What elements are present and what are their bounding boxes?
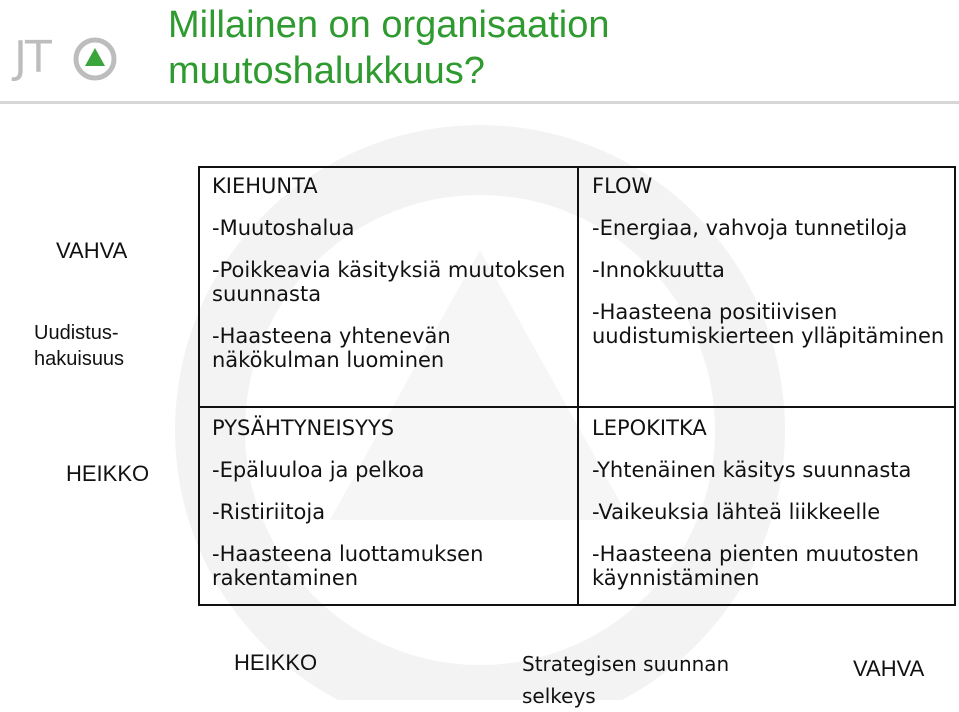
y-axis-label [34, 320, 124, 372]
quadrant-top-right [592, 174, 952, 366]
quadrant-item: -Ristiriitoja [212, 500, 326, 524]
quadrant-item: -Haasteena pienten muutosten käynnistäminen [592, 542, 920, 590]
x-axis-right-label: VAHVA [853, 656, 925, 681]
quadrant-title: FLOW [592, 174, 653, 198]
x-axis-label [522, 648, 762, 712]
quadrant-title: KIEHUNTA [212, 174, 318, 198]
quadrant-title: PYSÄHTYNEISYYS [212, 416, 395, 440]
y-axis-bottom-label: HEIKKO [66, 461, 150, 486]
quadrant-item: -Muutoshalua [212, 216, 355, 240]
quadrant-bottom-left [212, 416, 572, 608]
x-axis-label-line-2: selkeys [522, 684, 596, 708]
x-axis-left-label: HEIKKO [234, 650, 318, 675]
title-line-2: muutoshalukkuus? [168, 50, 485, 92]
quadrant-item: -Innokkuutta [592, 258, 725, 282]
company-logo [14, 28, 114, 88]
title-line-1: Millainen on organisaation [168, 4, 610, 46]
logo-text: JT [14, 32, 50, 83]
quadrant-item: -Epäluuloa ja pelkoa [212, 458, 425, 482]
quadrant-item: -Poikkeavia käsityksiä muutoksen suunnasta [212, 258, 566, 306]
title-divider [0, 101, 959, 104]
quadrant-bottom-right [592, 416, 952, 608]
quadrant-item: -Haasteena yhtenevän näkökulman luominen [212, 324, 451, 372]
quadrant-title: LEPOKITKA [592, 416, 707, 440]
quadrant-item: -Haasteena positiivisen uudistumiskierteen ylläpitäminen [592, 300, 945, 348]
matrix-vertical-divider [577, 166, 579, 606]
quadrant-item: -Yhtenäinen käsitys suunnasta [592, 458, 912, 482]
quadrant-item: -Energiaa, vahvoja tunnetiloja [592, 216, 908, 240]
triangle-circle-logo-icon [72, 36, 118, 82]
page-title [168, 2, 868, 94]
quadrant-item: -Vaikeuksia lähteä liikkeelle [592, 500, 881, 524]
quadrant-top-left [212, 174, 572, 390]
x-axis-label-line-1: Strategisen suunnan [522, 652, 730, 676]
y-axis-top-label: VAHVA [56, 238, 128, 263]
y-axis-label-line-2: hakuisuus [34, 348, 125, 370]
quadrant-item: -Haasteena luottamuksen rakentaminen [212, 542, 484, 590]
matrix-horizontal-divider [198, 406, 956, 408]
y-axis-label-line-1: Uudistus- [34, 322, 119, 344]
